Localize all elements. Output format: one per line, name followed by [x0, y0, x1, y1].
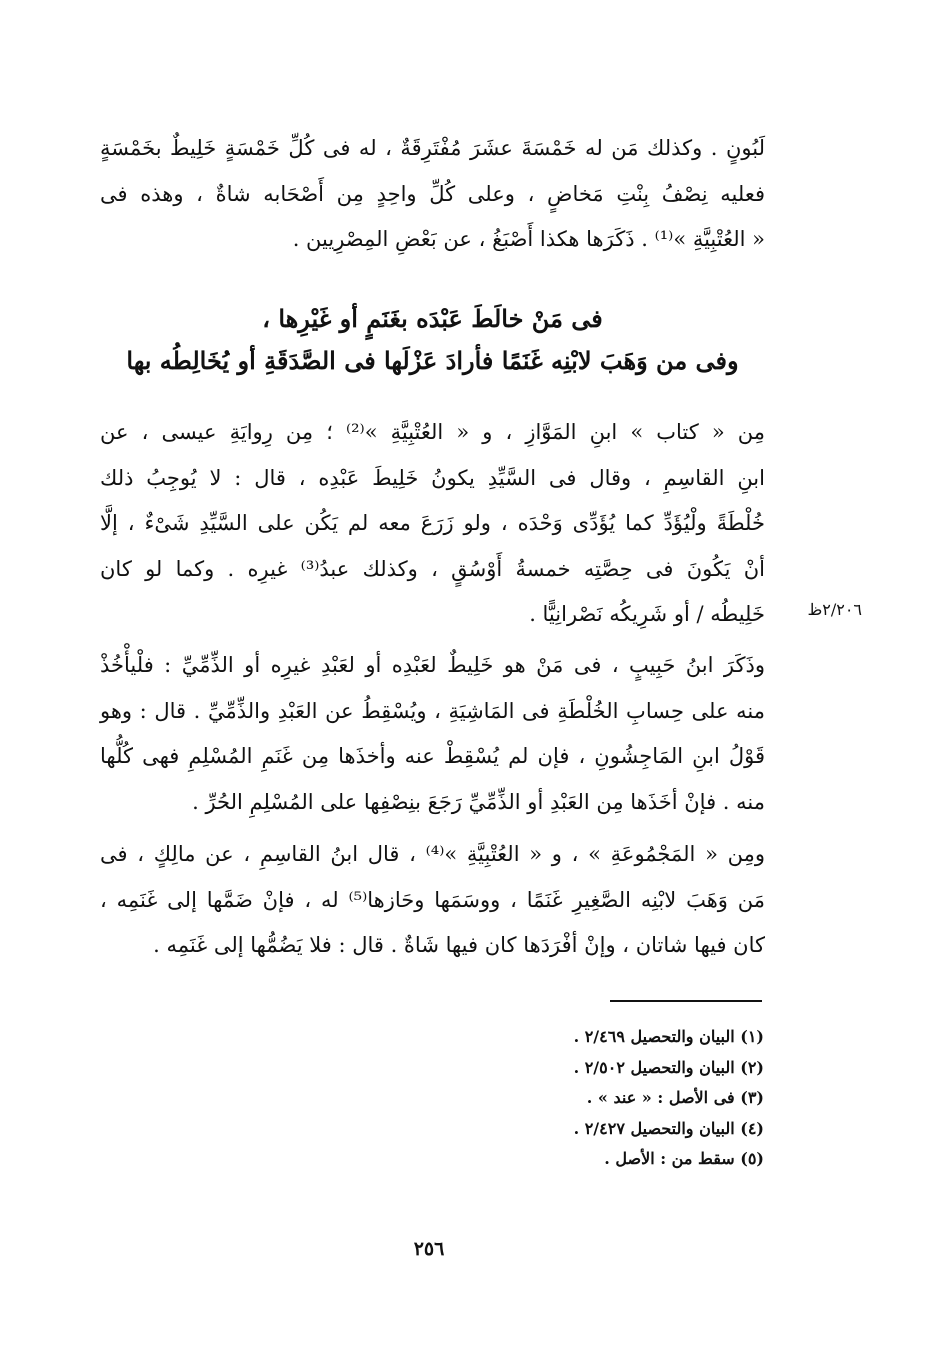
- paragraph-3-line-3: قَوْلُ ابنِ المَاجِشُونِ ، فإن لم يُسْقِطْ عنه وأخذَها مِن غَنَمِ المُسْلِمِ فهى كُلُّها: [100, 744, 765, 768]
- paragraph-2-line-2: ابنِ القاسِمِ ، وقال فى السَّيِّدِ يكونُ خَلِيطَ عَبْدِه ، قال : لا يُوجِبُ ذلك: [100, 465, 765, 490]
- paragraph-4-line-1: ومِن « المَجْمُوعَةِ » ، و « العُتْبِيَّةِ »⁽⁴⁾ ، قال ابنُ القاسِمِ ، عن مالِكٍ ، فى: [100, 842, 765, 866]
- footnote-1: (١) البيان والتحصيل ٢/٤٦٩ .: [573, 1027, 764, 1046]
- page-number: ٢٥٦: [413, 1238, 445, 1260]
- paragraph-2-line-4: أنْ يَكُونَ فى حِصَّتِه خمسةُ أَوْسُقٍ ، وكذلك عبدُ⁽³⁾ غيرِه . وكما لو كان: [100, 556, 765, 581]
- paragraph-4: [100, 832, 765, 969]
- footnotes: [430, 1022, 764, 1175]
- paragraph-1-line-2: فعليه نِصْفُ بِنْتِ مَخاضٍ ، وعلى كُلِّ واحِدٍ مِن أَصْحَابه شاةٌ ، وهذه فى: [100, 181, 765, 206]
- footnote-5: (٥) سقط من : الأصل .: [604, 1149, 764, 1168]
- paragraph-2-line-3: خُلْطَةً ولْيُؤَدِّ كما يُؤَدِّى وَحْدَه ، ولو زَرَعَ معه لم يَكُن على السَّيِّدِ شَىْءٌ ، إلَّا: [100, 511, 765, 535]
- section-heading: [100, 298, 765, 382]
- footnote-separator: [610, 1000, 762, 1002]
- paragraph-1: [100, 126, 765, 263]
- paragraph-4-line-3: كان فيها شاتان ، وإنْ أفْرَدَها كان فيها شَاةٌ . قال : فلا يَضُمُّها إلى غَنَمِه .: [153, 933, 765, 957]
- footnote-4: (٤) البيان والتحصيل ٢/٤٢٧ .: [573, 1118, 764, 1138]
- paragraph-3-line-2: منه على حِسابِ الخُلْطَةِ فى المَاشِيَةِ ، ويُسْقِطُ عن العَبْدِ والذِّمِّيِّ . قال : وهو: [100, 698, 765, 723]
- paragraph-2-line-1: مِن « كتاب » ابنِ المَوَّازِ ، و « العُتْبِيَّةِ »⁽²⁾ ؛ مِن رِوايَةِ عيسى ، عن: [100, 420, 765, 444]
- margin-folio-note: ٢/٢٠٦ظ: [807, 600, 862, 619]
- paragraph-3-line-1: وذَكَرَ ابنُ حَبِيبٍ ، فى مَنْ هو خَلِيطٌ لعَبْدِه أو لعَبْدِ غيرِه أو الذِّمِّيِّ : فلْيأْخُذْ: [100, 653, 765, 677]
- section-heading-line-1: فى مَنْ خالَطَ عَبْدَه بغَنَمٍ أو غَيْرِها ،: [262, 304, 603, 333]
- footnote-2: (٢) البيان والتحصيل ٢/٥٠٢ .: [573, 1057, 764, 1077]
- paragraph-4-line-2: مَن وَهَبَ لابْنِه الصَّغِيرِ غَنَمًا ، ووسَمَها وحَازها⁽⁵⁾ له ، فإنْ ضَمَّها إلى غَنَمِه ،: [100, 887, 765, 912]
- paragraph-2: [100, 410, 765, 638]
- paragraph-2-line-5: خَلِيطُه / أو شَرِيكُه نَصْرانِيًّا .: [529, 602, 765, 626]
- section-heading-line-2: وفى من وَهَبَ لابْنِه غَنَمًا فأرادَ عَزْلَها فى الصَّدَقَةِ أو يُخَالِطُه بها: [126, 346, 739, 375]
- paragraph-3: [100, 643, 765, 825]
- paragraph-1-line-3: « العُتْبِيَّةِ »⁽¹⁾ . ذَكَرَها هكذا أَصْبَغُ ، عن بَعْضِ المِصْرِيين .: [292, 227, 765, 251]
- footnote-3: (٣) فى الأصل : « عند » .: [586, 1088, 764, 1107]
- paragraph-1-line-1: لَبُونٍ . وكذلك مَن له خَمْسَةَ عشَرَ مُفْتَرِقَةٌ ، له فى كُلِّ خَمْسَةٍ خَلِيطٌ بخَمْسَةٍ: [100, 136, 765, 160]
- paragraph-3-line-4: منه . فإنْ أخَذَها مِن العَبْدِ أو الذِّمِّيِّ رَجَعَ بنِصْفِها على المُسْلِمِ الحُرِّ .: [192, 789, 765, 814]
